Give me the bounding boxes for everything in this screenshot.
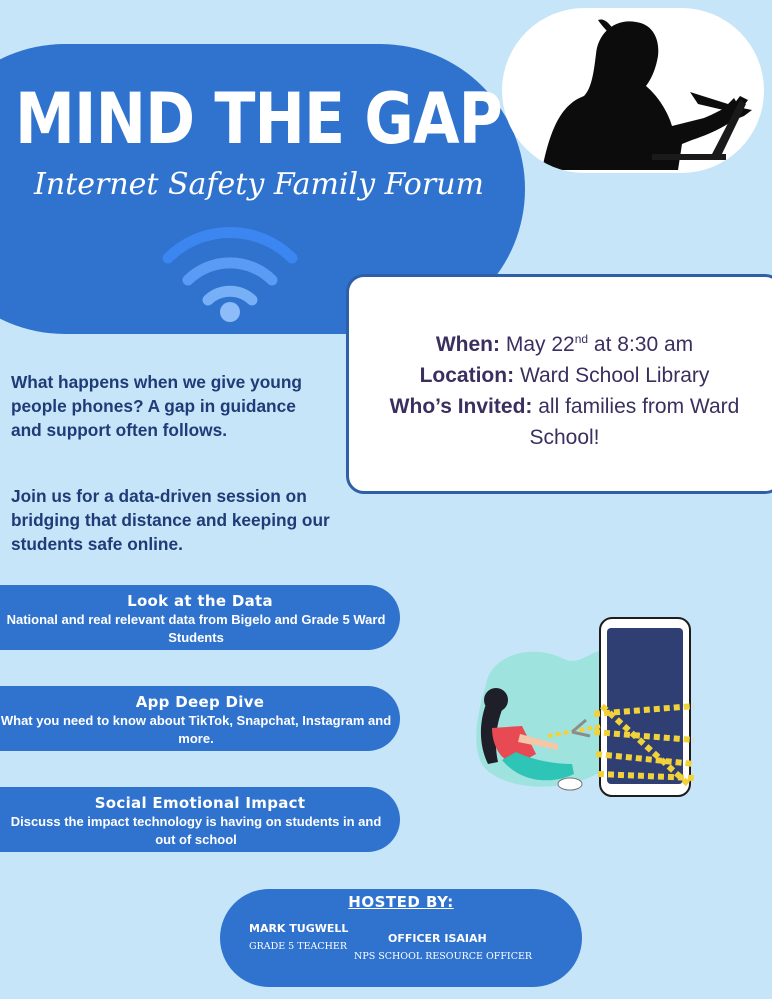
intro-paragraph: What happens when we give young people phones? A gap in guidance and support often follows. [11, 372, 302, 440]
hosted-by-panel [220, 889, 582, 987]
topic-heading: Look at the Data [127, 592, 273, 610]
host-role: GRADE 5 TEACHER [249, 941, 348, 952]
host-role: NPS SCHOOL RESOURCE OFFICER [354, 951, 533, 962]
invited-row [349, 391, 772, 422]
intro-paragraph: Join us for a data-driven session on bridging that distance and keeping our students safe online. [11, 486, 330, 554]
invited-value: all families from Ward [538, 395, 740, 418]
topic-pill [0, 585, 400, 650]
event-subtitle: Internet Safety Family Forum [34, 167, 484, 202]
topic-pill [0, 686, 400, 751]
topic-heading: App Deep Dive [135, 693, 265, 711]
event-details-box [346, 274, 772, 494]
invited-row-continued: School! [529, 426, 600, 449]
when-row [349, 329, 772, 360]
topic-description: National and real relevant data from Bigelo and Grade 5 Ward Students [6, 612, 386, 645]
topic-heading: Social Emotional Impact [94, 794, 306, 812]
wifi-icon [160, 224, 300, 328]
girl-cutting-tape-phone-icon [462, 614, 702, 804]
photo-oval [502, 8, 764, 173]
host-name: MARK TUGWELL [249, 922, 349, 935]
when-value: May 22nd at 8:30 am [505, 332, 694, 356]
location-label: Location: [419, 364, 515, 387]
host-name: OFFICER ISAIAH [388, 932, 487, 945]
location-value: Ward School Library [519, 364, 710, 387]
invited-label: Who’s Invited: [389, 395, 533, 418]
hosted-by-title: HOSTED BY: [348, 893, 454, 911]
event-title: MIND THE GAP [15, 78, 502, 160]
when-label: When: [435, 333, 500, 356]
topic-description: Discuss the impact technology is having on students in and out of school [10, 814, 382, 847]
silhouette-girl-laptop-icon [502, 8, 764, 173]
topic-description: What you need to know about TikTok, Snapchat, Instagram and more. [0, 713, 392, 746]
topic-pill [0, 787, 400, 852]
location-row [349, 360, 772, 391]
